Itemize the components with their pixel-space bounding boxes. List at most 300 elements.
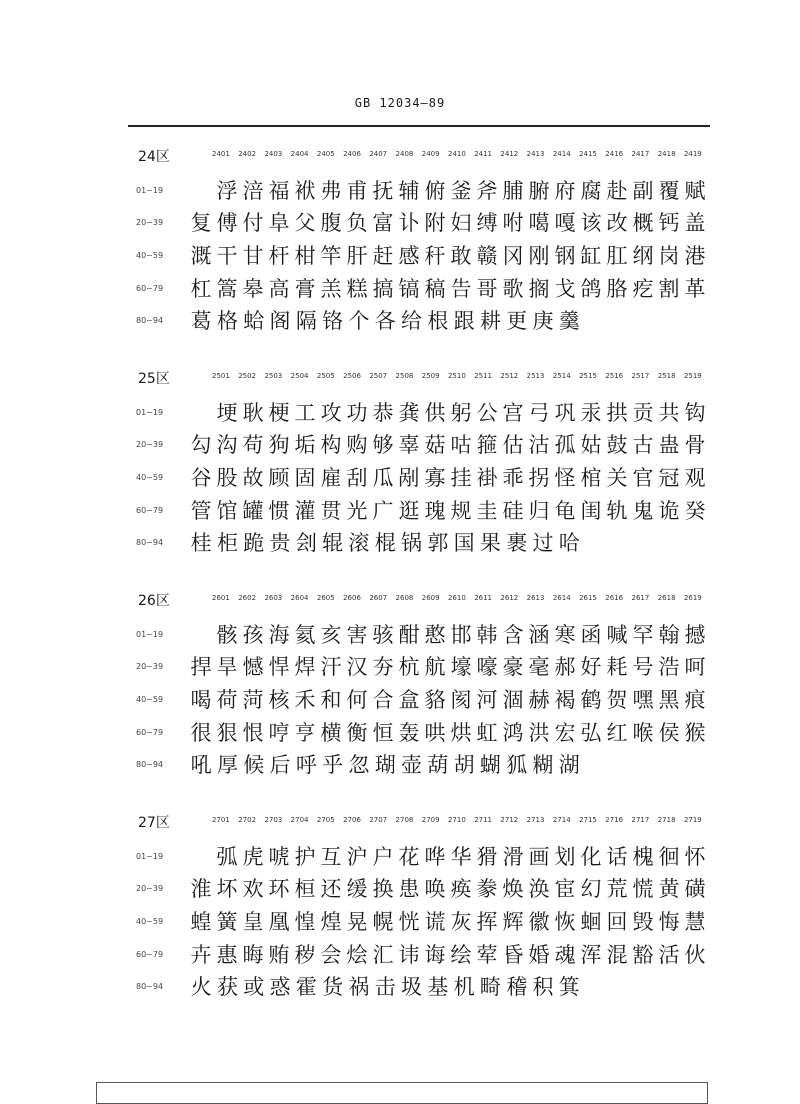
hanzi-char: 和 xyxy=(320,688,342,712)
hanzi-char: 吼 xyxy=(190,753,212,777)
page-header: GB 12034—89 xyxy=(354,96,446,110)
hanzi-char: 郭 xyxy=(427,531,449,555)
hanzi-char: 唬 xyxy=(268,845,290,869)
hanzi-char: 高 xyxy=(268,277,290,301)
hanzi-char: 杠 xyxy=(190,277,212,301)
hanzi-char: 黑 xyxy=(658,688,680,712)
hanzi-char: 稽 xyxy=(506,975,528,999)
hanzi-char: 褐 xyxy=(554,688,576,712)
hanzi-char: 蛤 xyxy=(243,309,265,333)
hanzi-char: 姑 xyxy=(580,433,602,457)
hanzi-char: 辉 xyxy=(502,910,524,934)
code-number: 2607 xyxy=(369,594,388,602)
hanzi-char: 画 xyxy=(528,845,550,869)
hanzi-char: 绘 xyxy=(450,943,472,967)
hanzi-char: 谎 xyxy=(424,910,446,934)
code-number: 2605 xyxy=(316,594,335,602)
hanzi-char: 会 xyxy=(320,943,342,967)
hanzi-char: 逛 xyxy=(398,499,420,523)
hanzi-char: 钙 xyxy=(658,211,680,235)
hanzi-char: 腹 xyxy=(320,211,342,235)
hanzi-char: 喝 xyxy=(190,688,212,712)
hanzi-char: 桓 xyxy=(294,877,316,901)
empty-slot xyxy=(188,176,214,206)
code-header-row xyxy=(212,372,702,380)
code-number: 2704 xyxy=(290,816,309,824)
hanzi-char: 晦 xyxy=(242,943,264,967)
code-number: 2602 xyxy=(238,594,257,602)
hanzi-char: 憨 xyxy=(424,623,446,647)
hanzi-char: 换 xyxy=(372,877,394,901)
hanzi-char: 昏 xyxy=(502,943,524,967)
hanzi-char: 敢 xyxy=(450,244,472,268)
hanzi-char: 贯 xyxy=(320,499,342,523)
hanzi-char: 购 xyxy=(346,433,368,457)
hanzi-char: 浑 xyxy=(580,943,602,967)
hanzi-char: 圭 xyxy=(476,499,498,523)
row-characters xyxy=(188,496,708,526)
hanzi-char: 股 xyxy=(216,466,238,490)
hanzi-char: 抚 xyxy=(372,179,394,203)
hanzi-char: 卉 xyxy=(190,943,212,967)
hanzi-char: 梗 xyxy=(268,401,290,425)
hanzi-char: 馆 xyxy=(216,499,238,523)
row-range-label: 20~39 xyxy=(136,662,164,671)
code-number: 2615 xyxy=(579,594,597,602)
zone-label: 26区 xyxy=(138,593,170,609)
hanzi-char: 胳 xyxy=(606,277,628,301)
hanzi-char: 宦 xyxy=(554,877,576,901)
row-characters xyxy=(188,685,708,715)
hanzi-char: 弓 xyxy=(528,401,550,425)
hanzi-char: 号 xyxy=(632,655,654,679)
code-number: 2511 xyxy=(474,372,493,380)
hanzi-char: 喉 xyxy=(632,721,654,745)
hanzi-char: 福 xyxy=(268,179,290,203)
hanzi-char: 罐 xyxy=(242,499,264,523)
hanzi-char: 悔 xyxy=(658,910,680,934)
hanzi-char: 或 xyxy=(243,975,265,999)
hanzi-char: 腐 xyxy=(580,179,602,203)
hanzi-char: 畸 xyxy=(479,975,501,999)
code-number: 2401 xyxy=(212,150,230,158)
code-number: 2703 xyxy=(264,816,283,824)
hanzi-char: 诡 xyxy=(658,499,680,523)
hanzi-char: 哈 xyxy=(558,531,580,555)
hanzi-char: 骨 xyxy=(684,433,706,457)
hanzi-char: 河 xyxy=(476,688,498,712)
hanzi-char: 岗 xyxy=(658,244,680,268)
row-range-label: 01~19 xyxy=(136,852,164,861)
code-number: 2402 xyxy=(238,150,257,158)
code-number: 2405 xyxy=(316,150,335,158)
hanzi-char: 稿 xyxy=(424,277,446,301)
hanzi-char: 猴 xyxy=(684,721,706,745)
code-number: 2515 xyxy=(579,372,597,380)
hanzi-char: 侯 xyxy=(658,721,680,745)
hanzi-char: 刚 xyxy=(528,244,550,268)
code-number: 2608 xyxy=(395,594,414,602)
hanzi-char: 葫 xyxy=(427,753,449,777)
hanzi-char: 父 xyxy=(294,211,316,235)
hanzi-char: 规 xyxy=(450,499,472,523)
code-number: 2418 xyxy=(657,150,676,158)
hanzi-char: 霍 xyxy=(295,975,317,999)
row-range-label: 40~59 xyxy=(136,473,164,482)
hanzi-char: 勾 xyxy=(190,433,212,457)
hanzi-char: 厚 xyxy=(216,753,238,777)
code-number: 2711 xyxy=(474,816,493,824)
hanzi-char: 箕 xyxy=(558,975,580,999)
hanzi-char: 富 xyxy=(372,211,394,235)
hanzi-char: 共 xyxy=(658,401,680,425)
code-number: 2718 xyxy=(657,816,676,824)
hanzi-char: 慌 xyxy=(632,877,654,901)
hanzi-char: 港 xyxy=(684,244,706,268)
code-number: 2415 xyxy=(579,150,597,158)
hanzi-char: 嚎 xyxy=(476,655,498,679)
hanzi-char: 哼 xyxy=(268,721,290,745)
hanzi-char: 氦 xyxy=(294,623,316,647)
hanzi-char: 溉 xyxy=(190,244,212,268)
hanzi-char: 痪 xyxy=(450,877,472,901)
hanzi-char: 龚 xyxy=(398,401,420,425)
hanzi-char: 概 xyxy=(632,211,654,235)
hanzi-char: 付 xyxy=(242,211,264,235)
code-number: 2502 xyxy=(238,372,257,380)
hanzi-char: 观 xyxy=(684,466,706,490)
hanzi-char: 辅 xyxy=(398,179,420,203)
hanzi-char: 跟 xyxy=(453,309,475,333)
hanzi-char: 桂 xyxy=(190,531,212,555)
hanzi-char: 悍 xyxy=(268,655,290,679)
hanzi-char: 瑚 xyxy=(374,753,396,777)
row-characters xyxy=(188,750,708,780)
code-number: 2618 xyxy=(657,594,676,602)
hanzi-char: 宫 xyxy=(502,401,524,425)
hanzi-char: 黄 xyxy=(658,877,680,901)
row-range-label: 60~79 xyxy=(136,506,164,515)
hanzi-char: 壶 xyxy=(401,753,423,777)
hanzi-char: 癸 xyxy=(684,499,706,523)
row-characters xyxy=(188,176,708,206)
hanzi-char: 荒 xyxy=(606,877,628,901)
row-characters xyxy=(188,972,708,1002)
row-characters xyxy=(188,398,708,428)
code-number: 2506 xyxy=(343,372,361,380)
hanzi-char: 横 xyxy=(320,721,342,745)
hanzi-char: 咕 xyxy=(450,433,472,457)
hanzi-char: 鬼 xyxy=(632,499,654,523)
row-characters xyxy=(188,620,708,650)
hanzi-char: 怀 xyxy=(684,845,706,869)
hanzi-char: 凰 xyxy=(268,910,290,934)
hanzi-char: 糊 xyxy=(532,753,554,777)
hanzi-char: 各 xyxy=(374,309,396,333)
hanzi-char: 公 xyxy=(476,401,498,425)
hanzi-char: 光 xyxy=(346,499,368,523)
hanzi-char: 邯 xyxy=(450,623,472,647)
hanzi-char: 恒 xyxy=(372,721,394,745)
hanzi-char: 蝴 xyxy=(479,753,501,777)
code-number: 2508 xyxy=(395,372,414,380)
hanzi-char: 恭 xyxy=(372,401,394,425)
hanzi-char: 羹 xyxy=(558,309,580,333)
hanzi-char: 缸 xyxy=(580,244,602,268)
hanzi-char: 罕 xyxy=(632,623,654,647)
hanzi-char: 荤 xyxy=(476,943,498,967)
hanzi-char: 焕 xyxy=(502,877,524,901)
code-number: 2518 xyxy=(657,372,676,380)
code-number: 2503 xyxy=(264,372,283,380)
hanzi-char: 负 xyxy=(346,211,368,235)
hanzi-char: 环 xyxy=(268,877,290,901)
hanzi-char: 估 xyxy=(502,433,524,457)
hanzi-char: 郝 xyxy=(554,655,576,679)
hanzi-char: 冈 xyxy=(502,244,524,268)
row-range-label: 20~39 xyxy=(136,884,164,893)
hanzi-char: 钩 xyxy=(684,401,706,425)
hanzi-char: 涸 xyxy=(502,688,524,712)
code-number: 2709 xyxy=(421,816,440,824)
code-number: 2702 xyxy=(238,816,257,824)
hanzi-char: 酣 xyxy=(398,623,420,647)
hanzi-char: 忽 xyxy=(348,753,370,777)
row-characters xyxy=(188,528,708,558)
code-number: 2606 xyxy=(343,594,361,602)
hanzi-char: 患 xyxy=(398,877,420,901)
hanzi-char: 蛔 xyxy=(580,910,602,934)
hanzi-char: 杭 xyxy=(398,655,420,679)
row-range-label: 80~94 xyxy=(136,760,164,769)
hanzi-char: 豪 xyxy=(502,655,524,679)
hanzi-char: 盖 xyxy=(684,211,706,235)
code-header-row xyxy=(212,150,702,158)
hanzi-char: 过 xyxy=(532,531,554,555)
hanzi-char: 慧 xyxy=(684,910,706,934)
hanzi-char: 菇 xyxy=(424,433,446,457)
hanzi-char: 割 xyxy=(658,277,680,301)
hanzi-char: 汗 xyxy=(320,655,342,679)
row-range-label: 40~59 xyxy=(136,251,164,260)
hanzi-char: 烩 xyxy=(346,943,368,967)
hanzi-char: 获 xyxy=(216,975,238,999)
hanzi-char: 盒 xyxy=(398,688,420,712)
hanzi-char: 弘 xyxy=(580,721,602,745)
hanzi-char: 棍 xyxy=(374,531,396,555)
hanzi-char: 恍 xyxy=(398,910,420,934)
hanzi-char: 寒 xyxy=(554,623,576,647)
row-characters xyxy=(188,718,708,748)
hanzi-char: 刮 xyxy=(346,466,368,490)
code-number: 2713 xyxy=(526,816,545,824)
hanzi-char: 幻 xyxy=(580,877,602,901)
hanzi-char: 沪 xyxy=(346,845,368,869)
hanzi-char: 沽 xyxy=(528,433,550,457)
code-number: 2706 xyxy=(343,816,361,824)
code-number: 2410 xyxy=(447,150,466,158)
hanzi-char: 给 xyxy=(401,309,423,333)
hanzi-char: 徊 xyxy=(658,845,680,869)
hanzi-char: 害 xyxy=(346,623,368,647)
row-range-label: 01~19 xyxy=(136,186,164,195)
hanzi-char: 哄 xyxy=(424,721,446,745)
hanzi-char: 改 xyxy=(606,211,628,235)
code-number: 2411 xyxy=(474,150,493,158)
hanzi-char: 洪 xyxy=(528,721,550,745)
hanzi-char: 拱 xyxy=(606,401,628,425)
hanzi-char: 孩 xyxy=(242,623,264,647)
hanzi-char: 旱 xyxy=(216,655,238,679)
hanzi-char: 搞 xyxy=(372,277,394,301)
hanzi-char: 羔 xyxy=(320,277,342,301)
code-number: 2507 xyxy=(369,372,388,380)
code-number: 2707 xyxy=(369,816,388,824)
row-range-label: 60~79 xyxy=(136,728,164,737)
code-number: 2715 xyxy=(579,816,597,824)
hanzi-char: 挥 xyxy=(476,910,498,934)
hanzi-char: 戈 xyxy=(554,277,576,301)
hanzi-char: 根 xyxy=(427,309,449,333)
hanzi-char: 海 xyxy=(268,623,290,647)
code-number: 2609 xyxy=(421,594,440,602)
code-number: 2516 xyxy=(605,372,624,380)
hanzi-char: 供 xyxy=(424,401,446,425)
hanzi-char: 灰 xyxy=(450,910,472,934)
code-number: 2403 xyxy=(264,150,283,158)
hanzi-char: 阁 xyxy=(269,309,291,333)
hanzi-char: 耕 xyxy=(479,309,501,333)
hanzi-char: 荷 xyxy=(216,688,238,712)
row-characters xyxy=(188,652,708,682)
bottom-frame xyxy=(96,1082,708,1104)
hanzi-char: 痕 xyxy=(684,688,706,712)
row-range-label: 60~79 xyxy=(136,284,164,293)
hanzi-char: 闺 xyxy=(580,499,602,523)
code-number: 2412 xyxy=(500,150,519,158)
hanzi-char: 古 xyxy=(632,433,654,457)
hanzi-char: 斧 xyxy=(476,179,498,203)
hanzi-char: 贵 xyxy=(269,531,291,555)
code-number: 2419 xyxy=(683,150,702,158)
row-characters xyxy=(188,274,708,304)
row-range-label: 01~19 xyxy=(136,408,164,417)
hanzi-char: 疙 xyxy=(632,277,654,301)
hanzi-char: 虎 xyxy=(242,845,264,869)
hanzi-char: 伙 xyxy=(684,943,706,967)
hanzi-char: 贿 xyxy=(268,943,290,967)
hanzi-char: 恨 xyxy=(242,721,264,745)
hanzi-char: 徽 xyxy=(528,910,550,934)
hanzi-char: 复 xyxy=(190,211,212,235)
code-number: 2611 xyxy=(474,594,493,602)
hanzi-char: 刽 xyxy=(295,531,317,555)
code-number: 2708 xyxy=(395,816,414,824)
hanzi-char: 棺 xyxy=(580,466,602,490)
hanzi-char: 菏 xyxy=(242,688,264,712)
hanzi-char: 甫 xyxy=(346,179,368,203)
hanzi-char: 户 xyxy=(372,845,394,869)
hanzi-char: 孤 xyxy=(554,433,576,457)
hanzi-char: 机 xyxy=(453,975,475,999)
code-number: 2504 xyxy=(290,372,309,380)
hanzi-char: 糕 xyxy=(346,277,368,301)
code-number: 2616 xyxy=(605,594,624,602)
hanzi-char: 覆 xyxy=(658,179,680,203)
hanzi-char: 弧 xyxy=(216,845,238,869)
hanzi-char: 哗 xyxy=(424,845,446,869)
hanzi-char: 噶 xyxy=(528,211,550,235)
hanzi-char: 怪 xyxy=(554,466,576,490)
hanzi-char: 核 xyxy=(268,688,290,712)
hanzi-char: 惠 xyxy=(216,943,238,967)
hanzi-char: 亥 xyxy=(320,623,342,647)
hanzi-char: 积 xyxy=(532,975,554,999)
hanzi-char: 湖 xyxy=(558,753,580,777)
code-number: 2604 xyxy=(290,594,309,602)
hanzi-char: 毁 xyxy=(632,910,654,934)
code-number: 2413 xyxy=(526,150,545,158)
hanzi-char: 固 xyxy=(294,466,316,490)
hanzi-char: 肝 xyxy=(346,244,368,268)
hanzi-char: 亨 xyxy=(294,721,316,745)
hanzi-char: 攻 xyxy=(320,401,342,425)
hanzi-char: 惑 xyxy=(269,975,291,999)
hanzi-char: 纲 xyxy=(632,244,654,268)
code-number: 2719 xyxy=(683,816,702,824)
hanzi-char: 后 xyxy=(269,753,291,777)
code-number: 2613 xyxy=(526,594,545,602)
hanzi-char: 惶 xyxy=(294,910,316,934)
hanzi-char: 灌 xyxy=(294,499,316,523)
code-number: 2407 xyxy=(369,150,388,158)
hanzi-char: 关 xyxy=(606,466,628,490)
hanzi-char: 蝗 xyxy=(190,910,212,934)
hanzi-char: 呵 xyxy=(684,655,706,679)
hanzi-char: 谷 xyxy=(190,466,212,490)
code-number: 2519 xyxy=(683,372,702,380)
hanzi-char: 夯 xyxy=(372,655,394,679)
code-number: 2716 xyxy=(605,816,624,824)
hanzi-char: 鸽 xyxy=(580,277,602,301)
hanzi-char: 浩 xyxy=(658,655,680,679)
hanzi-char: 管 xyxy=(190,499,212,523)
hanzi-char: 赴 xyxy=(606,179,628,203)
hanzi-char: 涵 xyxy=(528,623,550,647)
hanzi-char: 附 xyxy=(424,211,446,235)
hanzi-char: 剐 xyxy=(398,466,420,490)
hanzi-char: 骸 xyxy=(216,623,238,647)
hanzi-char: 簧 xyxy=(216,910,238,934)
hanzi-char: 淮 xyxy=(190,877,212,901)
hanzi-char: 箍 xyxy=(476,433,498,457)
hanzi-char: 膏 xyxy=(294,277,316,301)
hanzi-char: 汞 xyxy=(580,401,602,425)
hanzi-char: 狐 xyxy=(506,753,528,777)
hanzi-char: 脯 xyxy=(502,179,524,203)
hanzi-char: 贡 xyxy=(632,401,654,425)
code-number: 2510 xyxy=(447,372,466,380)
row-characters xyxy=(188,842,708,872)
hanzi-char: 广 xyxy=(372,499,394,523)
hanzi-char: 镐 xyxy=(398,277,420,301)
hanzi-char: 互 xyxy=(320,845,342,869)
hanzi-char: 魂 xyxy=(554,943,576,967)
hanzi-char: 皋 xyxy=(242,277,264,301)
hanzi-char: 功 xyxy=(346,401,368,425)
hanzi-char: 构 xyxy=(320,433,342,457)
hanzi-char: 辜 xyxy=(398,433,420,457)
